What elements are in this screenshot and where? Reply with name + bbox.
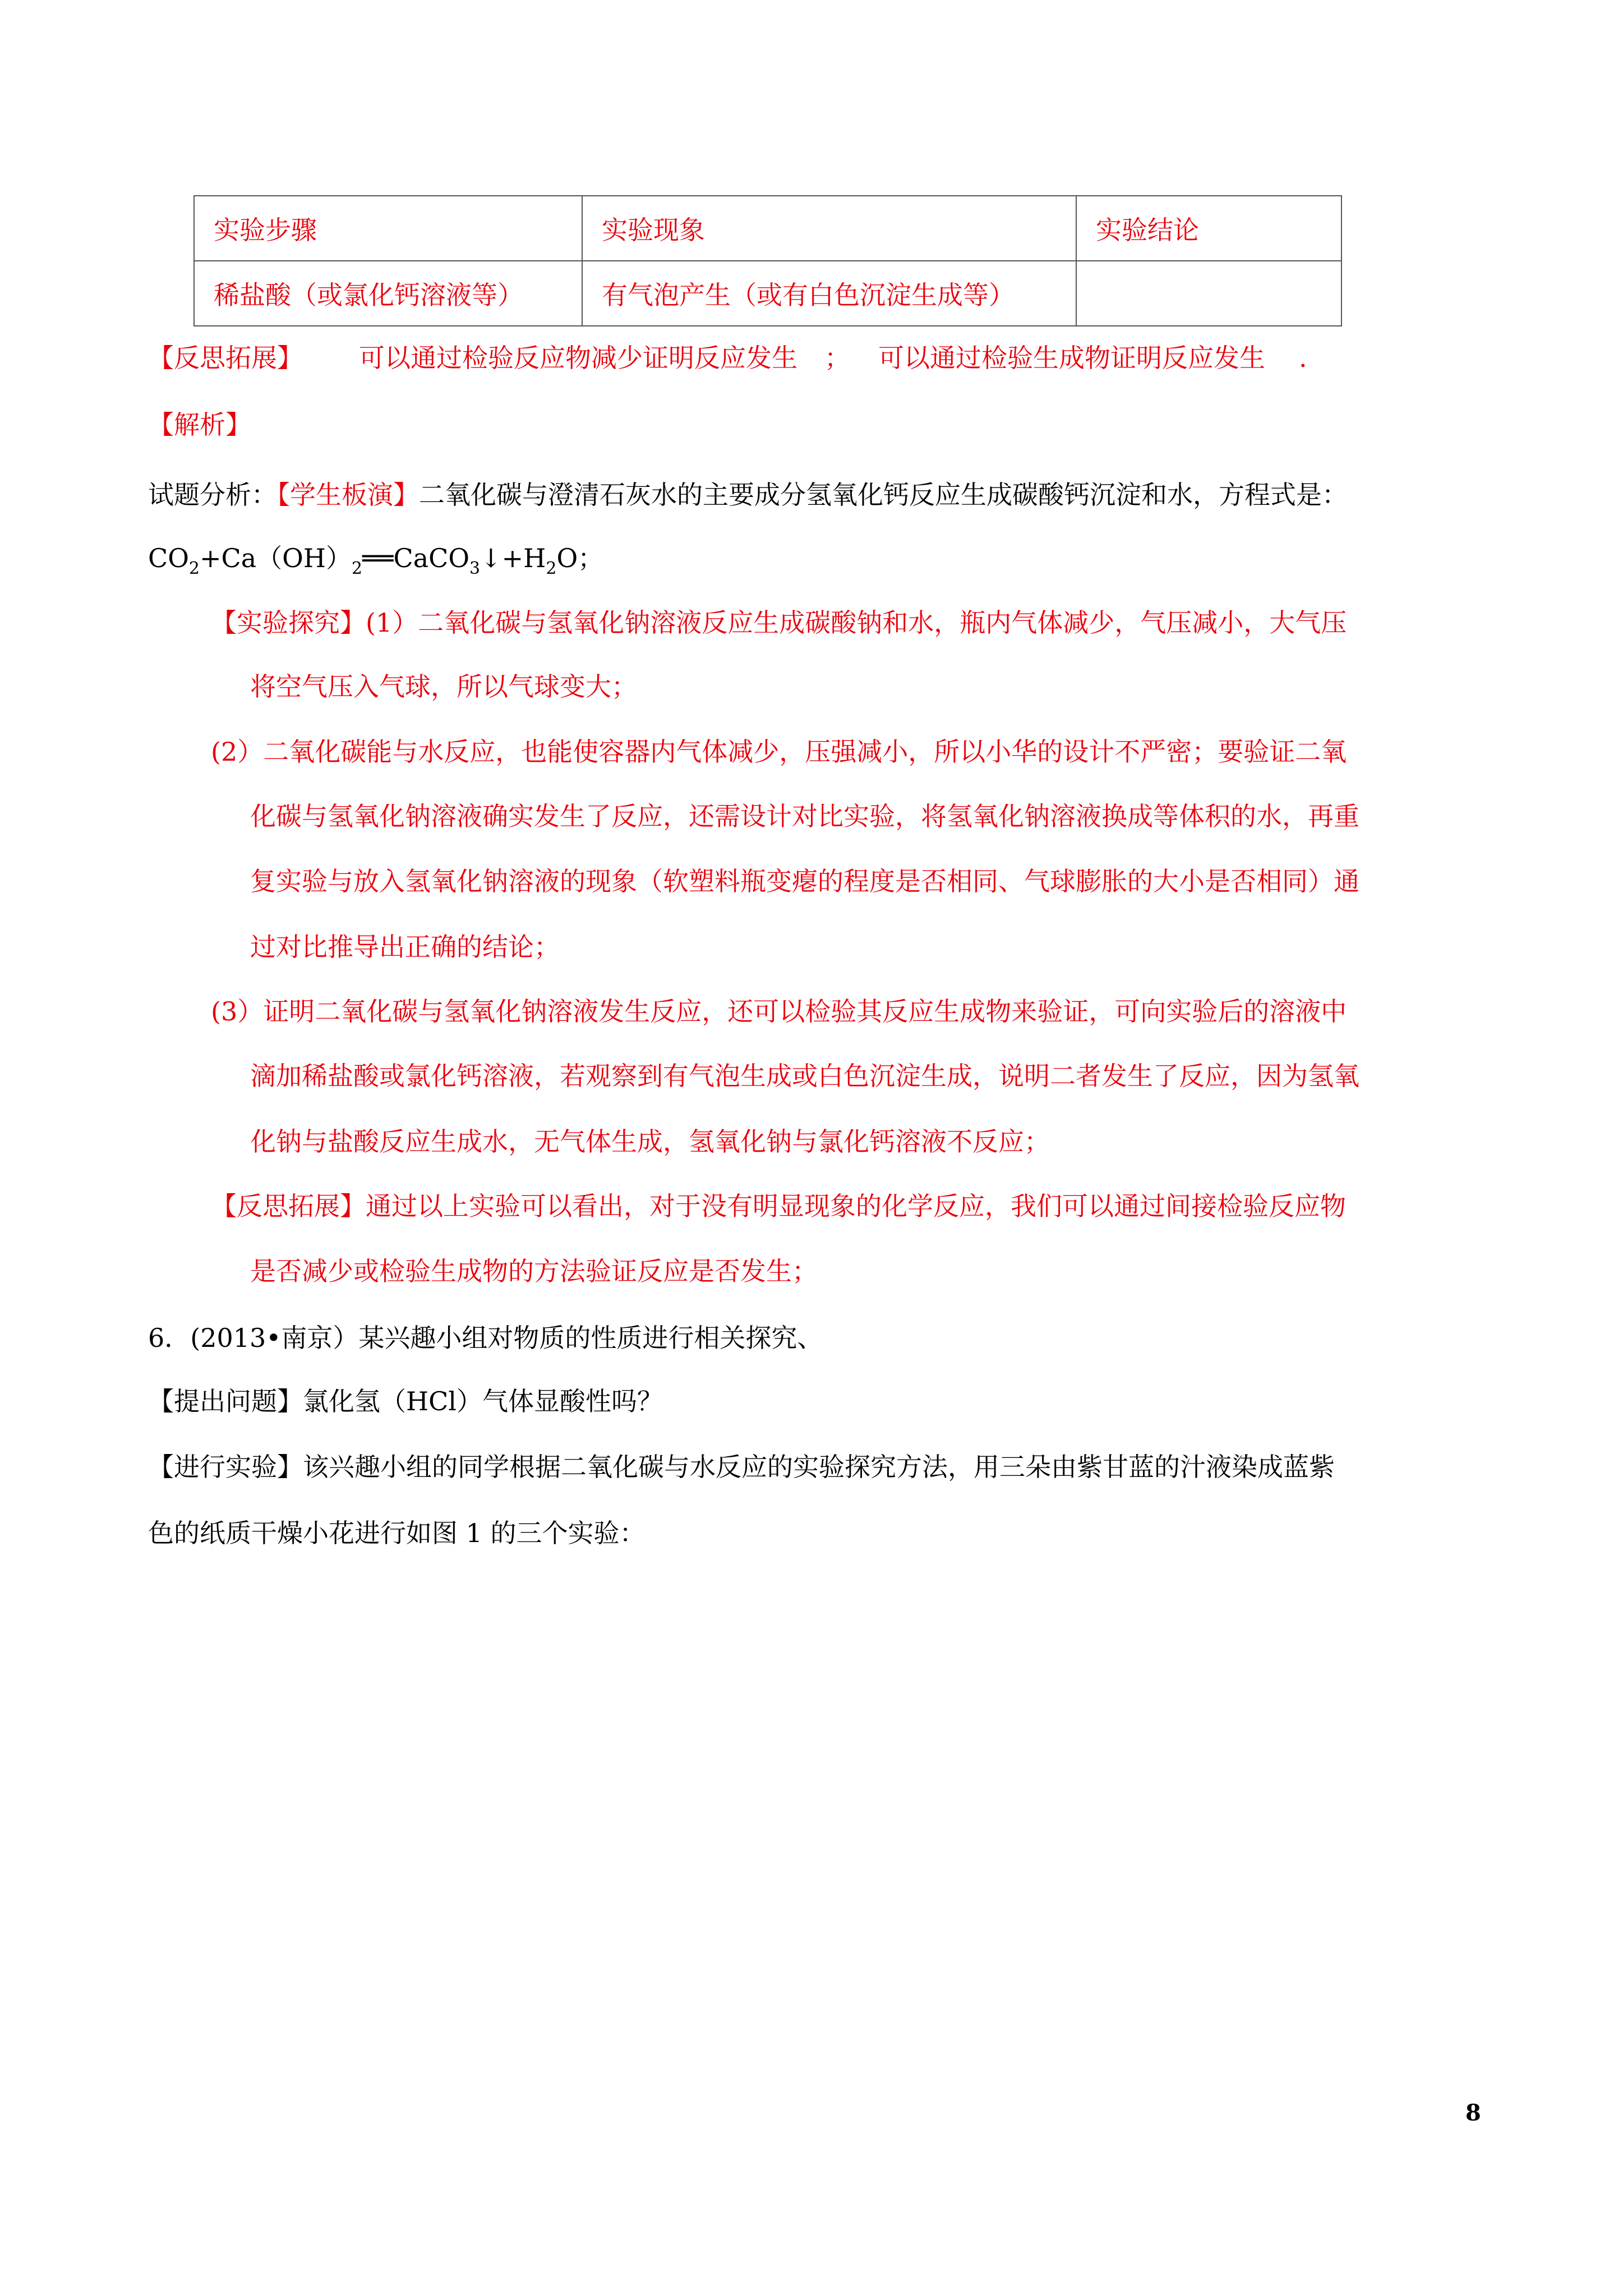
experiment-table <box>193 195 1342 326</box>
question-6-title: 6．(2013•南京）某兴趣小组对物质的性质进行相关探究、 <box>148 1323 823 1353</box>
reflection-separator: ； <box>824 343 850 373</box>
table-cell <box>1076 261 1341 326</box>
chemical-equation <box>148 541 603 579</box>
equation-subscript: 2 <box>546 559 557 578</box>
reflection-blank-1: 可以通过检验反应物减少证明反应发生 <box>359 343 797 373</box>
table-header-cell: 实验结论 <box>1076 196 1341 261</box>
question-6-experiment-line-2: 色的纸质干燥小花进行如图 1 的三个实验： <box>148 1518 645 1548</box>
equation-part: +H <box>501 543 546 573</box>
demo-label: 【学生板演】 <box>277 480 419 510</box>
page-number: 8 <box>1465 2100 1481 2126</box>
reflect-line-1: 【反思拓展】通过以上实验可以看出，对于没有明显现象的化学反应，我们可以通过间接检验反应物 <box>211 1191 1346 1221</box>
equation-part: O； <box>556 543 604 573</box>
explore-3-line-1: (3）证明二氧化碳与氢氧化钠溶液发生反应，还可以检验其反应生成物来验证，可向实验后的溶液中 <box>211 996 1347 1027</box>
explore-2-line-1: (2）二氧化碳能与水反应，也能使容器内气体减少，压强减小，所以小华的设计不严密；要验证二氧 <box>211 737 1347 767</box>
demo-text: 二氧化碳与澄清石灰水的主要成分氢氧化钙反应生成碳酸钙沉淀和水，方程式是： <box>419 480 1348 510</box>
reflection-answer-line <box>148 341 1307 375</box>
reflect-line-2: 是否减少或检验生成物的方法验证反应是否发生； <box>250 1256 818 1286</box>
equation-part: +Ca（OH） <box>200 543 352 573</box>
reflection-blank-2: 可以通过检验生成物证明反应发生 <box>878 343 1265 373</box>
table-cell: 有气泡产生（或有白色沉淀生成等） <box>582 261 1076 326</box>
reflection-end: . <box>1299 343 1307 373</box>
equation-subscript: 2 <box>352 559 363 578</box>
explore-2-line-4: 过对比推导出正确的结论； <box>250 932 560 962</box>
table-cell: 稀盐酸（或氯化钙溶液等） <box>194 261 582 326</box>
analysis-heading: 【解析】 <box>148 409 251 440</box>
explore-3-line-2: 滴加稀盐酸或氯化钙溶液，若观察到有气泡生成或白色沉淀生成，说明二者发生了反应，因为氢氧 <box>250 1061 1359 1091</box>
reflection-label: 【反思拓展】 <box>148 343 303 373</box>
equation-subscript: 2 <box>188 559 200 578</box>
explore-3-line-3: 化钠与盐酸反应生成水，无气体生成，氢氧化钠与氯化钙溶液不反应； <box>250 1126 1050 1157</box>
precipitate-arrow: ↓ <box>480 543 502 573</box>
explore-2-line-2: 化碳与氢氧化钠溶液确实发生了反应，还需设计对比实验，将氢氧化钠溶液换成等体积的水，再重 <box>250 801 1359 831</box>
explore-1-line-2: 将空气压入气球，所以气球变大； <box>250 671 637 702</box>
explore-2-line-3: 复实验与放入氢氧化钠溶液的现象（软塑料瓶变瘪的程度是否相同、气球膨胀的大小是否相同）通 <box>250 866 1359 896</box>
equation-subscript: 3 <box>469 559 481 578</box>
question-6-experiment-line-1: 【进行实验】该兴趣小组的同学根据二氧化碳与水反应的实验探究方法，用三朵由紫甘蓝的汁液染成蓝紫 <box>148 1452 1335 1482</box>
question-6-ask: 【提出问题】氯化氢（HCl）气体显酸性吗？ <box>148 1386 663 1416</box>
table-header-row <box>194 196 1341 261</box>
analysis-demo-line <box>148 478 1348 512</box>
equation-part: ══CaCO <box>362 543 470 573</box>
table-header-cell: 实验步骤 <box>194 196 582 261</box>
equation-part: CO <box>148 543 189 573</box>
table-row <box>194 261 1341 326</box>
analysis-lead: 试题分析： <box>148 480 277 510</box>
explore-1-line-1: 【实验探究】(1）二氧化碳与氢氧化钠溶液反应生成碳酸钠和水，瓶内气体减少，气压减小，大气压 <box>211 608 1347 638</box>
table-header-cell: 实验现象 <box>582 196 1076 261</box>
